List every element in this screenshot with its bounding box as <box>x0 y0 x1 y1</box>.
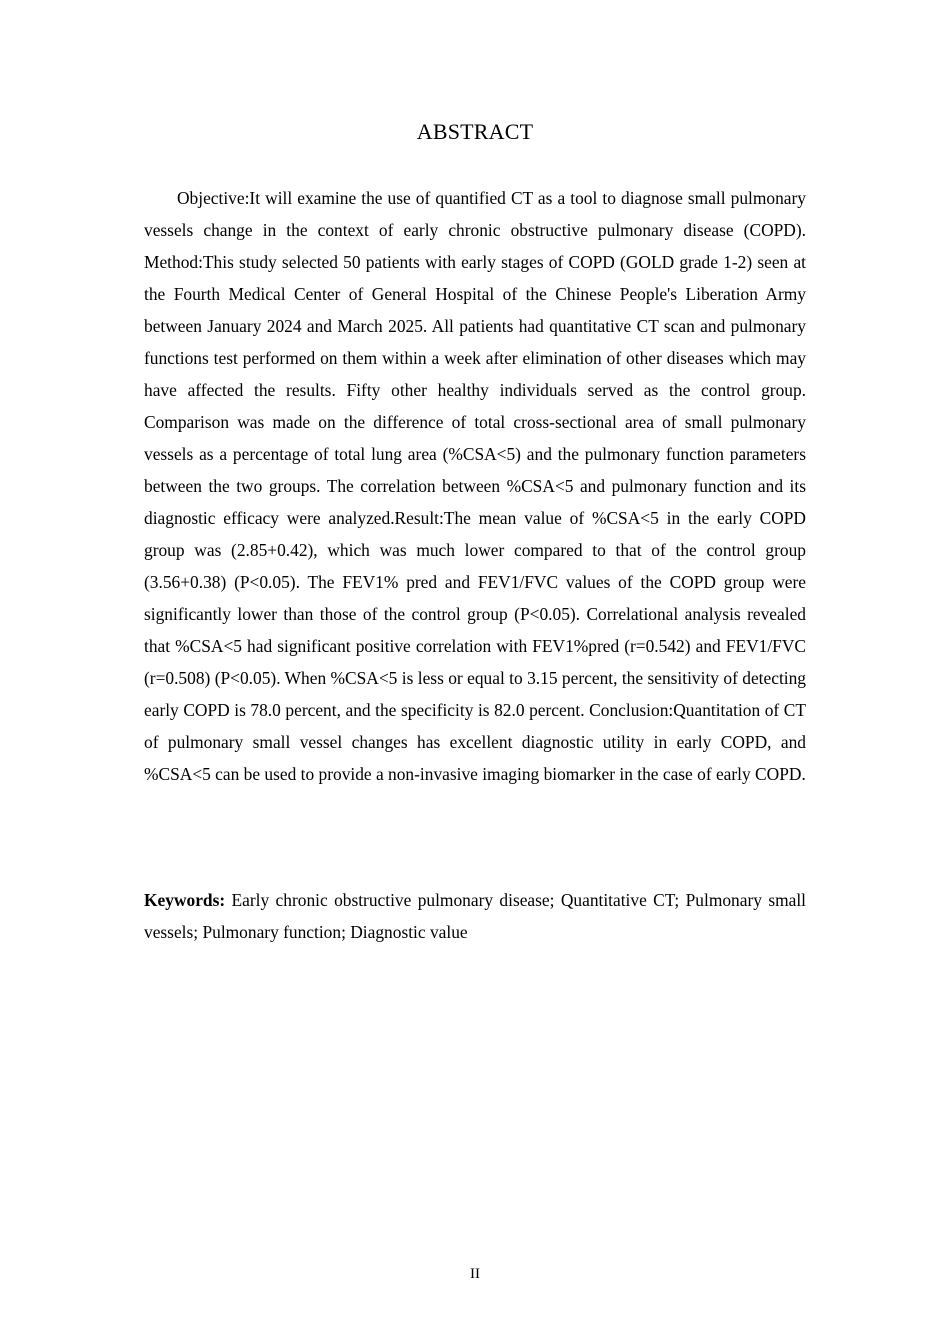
abstract-paragraph: Objective:It will examine the use of quantified CT as a tool to diagnose small pulmonary vessels change in the context of early chronic obstructive pulmonary disease (COPD). Method:This study selected 50 patients with early stages of COPD (GOLD grade 1-2) seen at the Fourth Medical Center of General Hospital of the Chinese People's Liberation Army between January 2024 and March 2025. All patients had quantitative CT scan and pulmonary functions test performed on them within a week after elimination of other diseases which may have affected the results. Fifty other healthy individuals served as the control group. Comparison was made on the difference of total cross-sectional area of small pulmonary vessels as a percentage of total lung area (%CSA<5) and the pulmonary function parameters between the two groups. The correlation between %CSA<5 and pulmonary function and its diagnostic efficacy were analyzed.Result:The mean value of %CSA<5 in the early COPD group was (2.85+0.42), which was much lower compared to that of the control group (3.56+0.38) (P<0.05). The FEV1% pred and FEV1/FVC values of the COPD group were significantly lower than those of the control group (P<0.05). Correlational analysis revealed that %CSA<5 had significant positive correlation with FEV1%pred (r=0.542) and FEV1/FVC (r=0.508) (P<0.05). When %CSA<5 is less or equal to 3.15 percent, the sensitivity of detecting early COPD is 78.0 percent, and the specificity is 82.0 percent. Conclusion:Quantitation of CT of pulmonary small vessel changes has excellent diagnostic utility in early COPD, and %CSA<5 can be used to provide a non-invasive imaging biomarker in the case of early COPD. <box>144 188 806 784</box>
keywords-label: Keywords: <box>144 890 226 910</box>
abstract-title: ABSTRACT <box>416 119 534 144</box>
keywords-list: Early chronic obstructive pulmonary disease; Quantitative CT; Pulmonary small vessels; Pulmonary function; Diagnostic value <box>144 890 806 942</box>
keywords-paragraph <box>144 884 806 948</box>
page-number: II <box>470 1266 480 1282</box>
